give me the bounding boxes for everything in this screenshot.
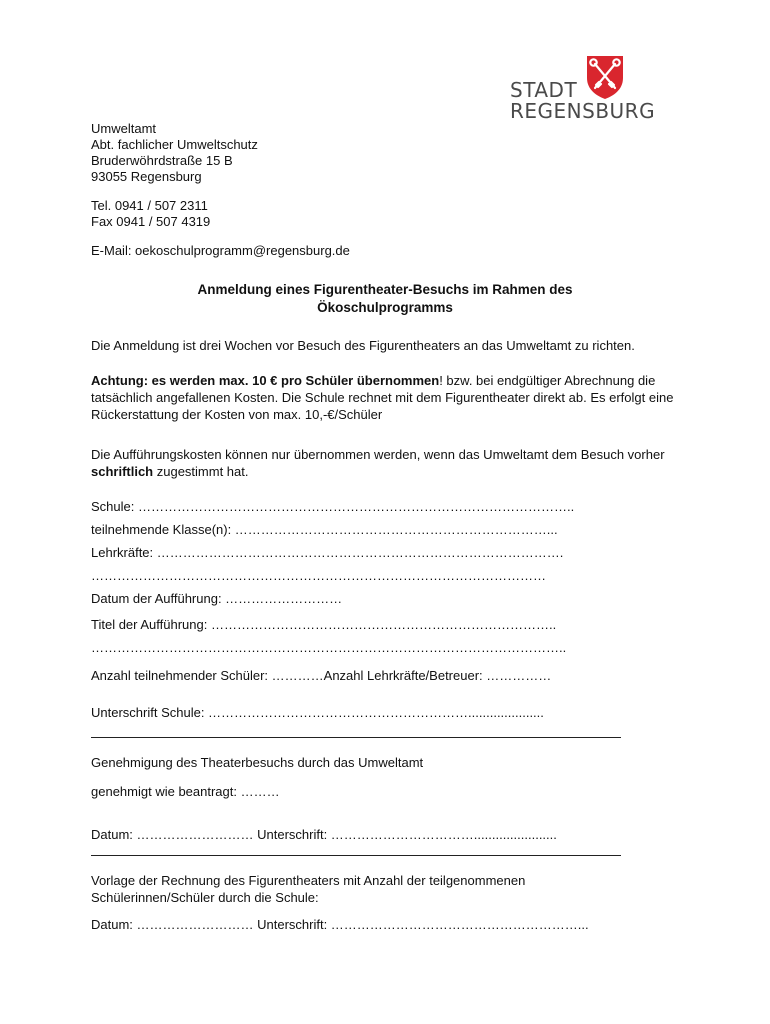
sender-dept: Abt. fachlicher Umweltschutz	[91, 137, 258, 152]
intro-paragraph-2	[91, 446, 691, 480]
approval-heading: Genehmigung des Theaterbesuchs durch das Umweltamt	[91, 755, 424, 770]
field-anzahl[interactable]: Anzahl teilnehmender Schüler: …………Anzahl Lehrkräfte/Betreuer: ……………	[91, 668, 552, 683]
p2-start: Die Aufführungskosten können nur übernommen werden, wenn das Umweltamt dem Besuch vorher	[91, 447, 665, 462]
field-titel-cont[interactable]: ………………………………………………………………………………………………..	[91, 640, 567, 655]
sender-street: Bruderwöhrdstraße 15 B	[91, 153, 233, 168]
field-approval-datum-unterschrift[interactable]: Datum: ……………………… Unterschrift: …………………………….......................	[91, 827, 557, 842]
sender-email[interactable]: E-Mail: oekoschulprogramm@regensburg.de	[91, 243, 350, 258]
invoice-text: Vorlage der Rechnung des Figurentheaters mit Anzahl der teilgenommenen Schülerinnen/Schüler durch die Schule:	[91, 873, 526, 905]
regensburg-shield-icon	[585, 54, 625, 100]
logo-text-regensburg: REGENSBURG	[510, 99, 656, 123]
sender-city: 93055 Regensburg	[91, 169, 202, 184]
field-titel[interactable]: Titel der Aufführung: ……………………………………………………………………..	[91, 617, 557, 632]
divider-1	[91, 737, 621, 738]
field-schule[interactable]: Schule: ………………………………………………………………………………………..	[91, 499, 575, 514]
field-lehrkraefte[interactable]: Lehrkräfte: ………………………………………………………………………………….	[91, 545, 564, 560]
field-klasse[interactable]: teilnehmende Klasse(n): ………………………………………………………………...	[91, 522, 558, 537]
sender-fax: Fax 0941 / 507 4319	[91, 214, 211, 229]
logo-text-stadt: STADT	[510, 78, 578, 102]
p2-bold: schriftlich	[91, 464, 154, 479]
divider-2	[91, 855, 621, 856]
achtung-rest: ! bzw. bei endgültiger Abrechnung die tatsächlich angefallenen Kosten. Die Schule rechnet mit dem Figurentheater direkt ab. Es erfolgt eine Rückerstattung der Kosten von max. 10,-€/Schüler	[91, 373, 674, 422]
p2-end: zugestimmt hat.	[153, 464, 249, 479]
field-genehmigt[interactable]: genehmigt wie beantragt: ………	[91, 784, 280, 799]
achtung-bold: Achtung: es werden max. 10 € pro Schüler übernommen	[91, 373, 440, 388]
document-title-line1: Anmeldung eines Figurentheater-Besuchs im Rahmen des	[197, 282, 573, 297]
document-title-line2: Ökoschulprogramms	[317, 300, 453, 315]
field-datum-auffuehrung[interactable]: Datum der Aufführung: ………………………	[91, 591, 343, 606]
field-lehrkraefte-cont[interactable]: ……………………………………………………………………………………………	[91, 568, 546, 583]
intro-achtung	[91, 372, 691, 423]
sender-tel: Tel. 0941 / 507 2311	[91, 198, 208, 213]
sender-org: Umweltamt	[91, 121, 157, 136]
intro-paragraph-1: Die Anmeldung ist drei Wochen vor Besuch des Figurentheaters an das Umweltamt zu richten.	[91, 338, 635, 353]
field-unterschrift-schule[interactable]: Unterschrift Schule: …………………………………………………….....................	[91, 705, 544, 720]
field-invoice-datum-unterschrift[interactable]: Datum: ……………………… Unterschrift: …………………………………………………...	[91, 917, 589, 932]
